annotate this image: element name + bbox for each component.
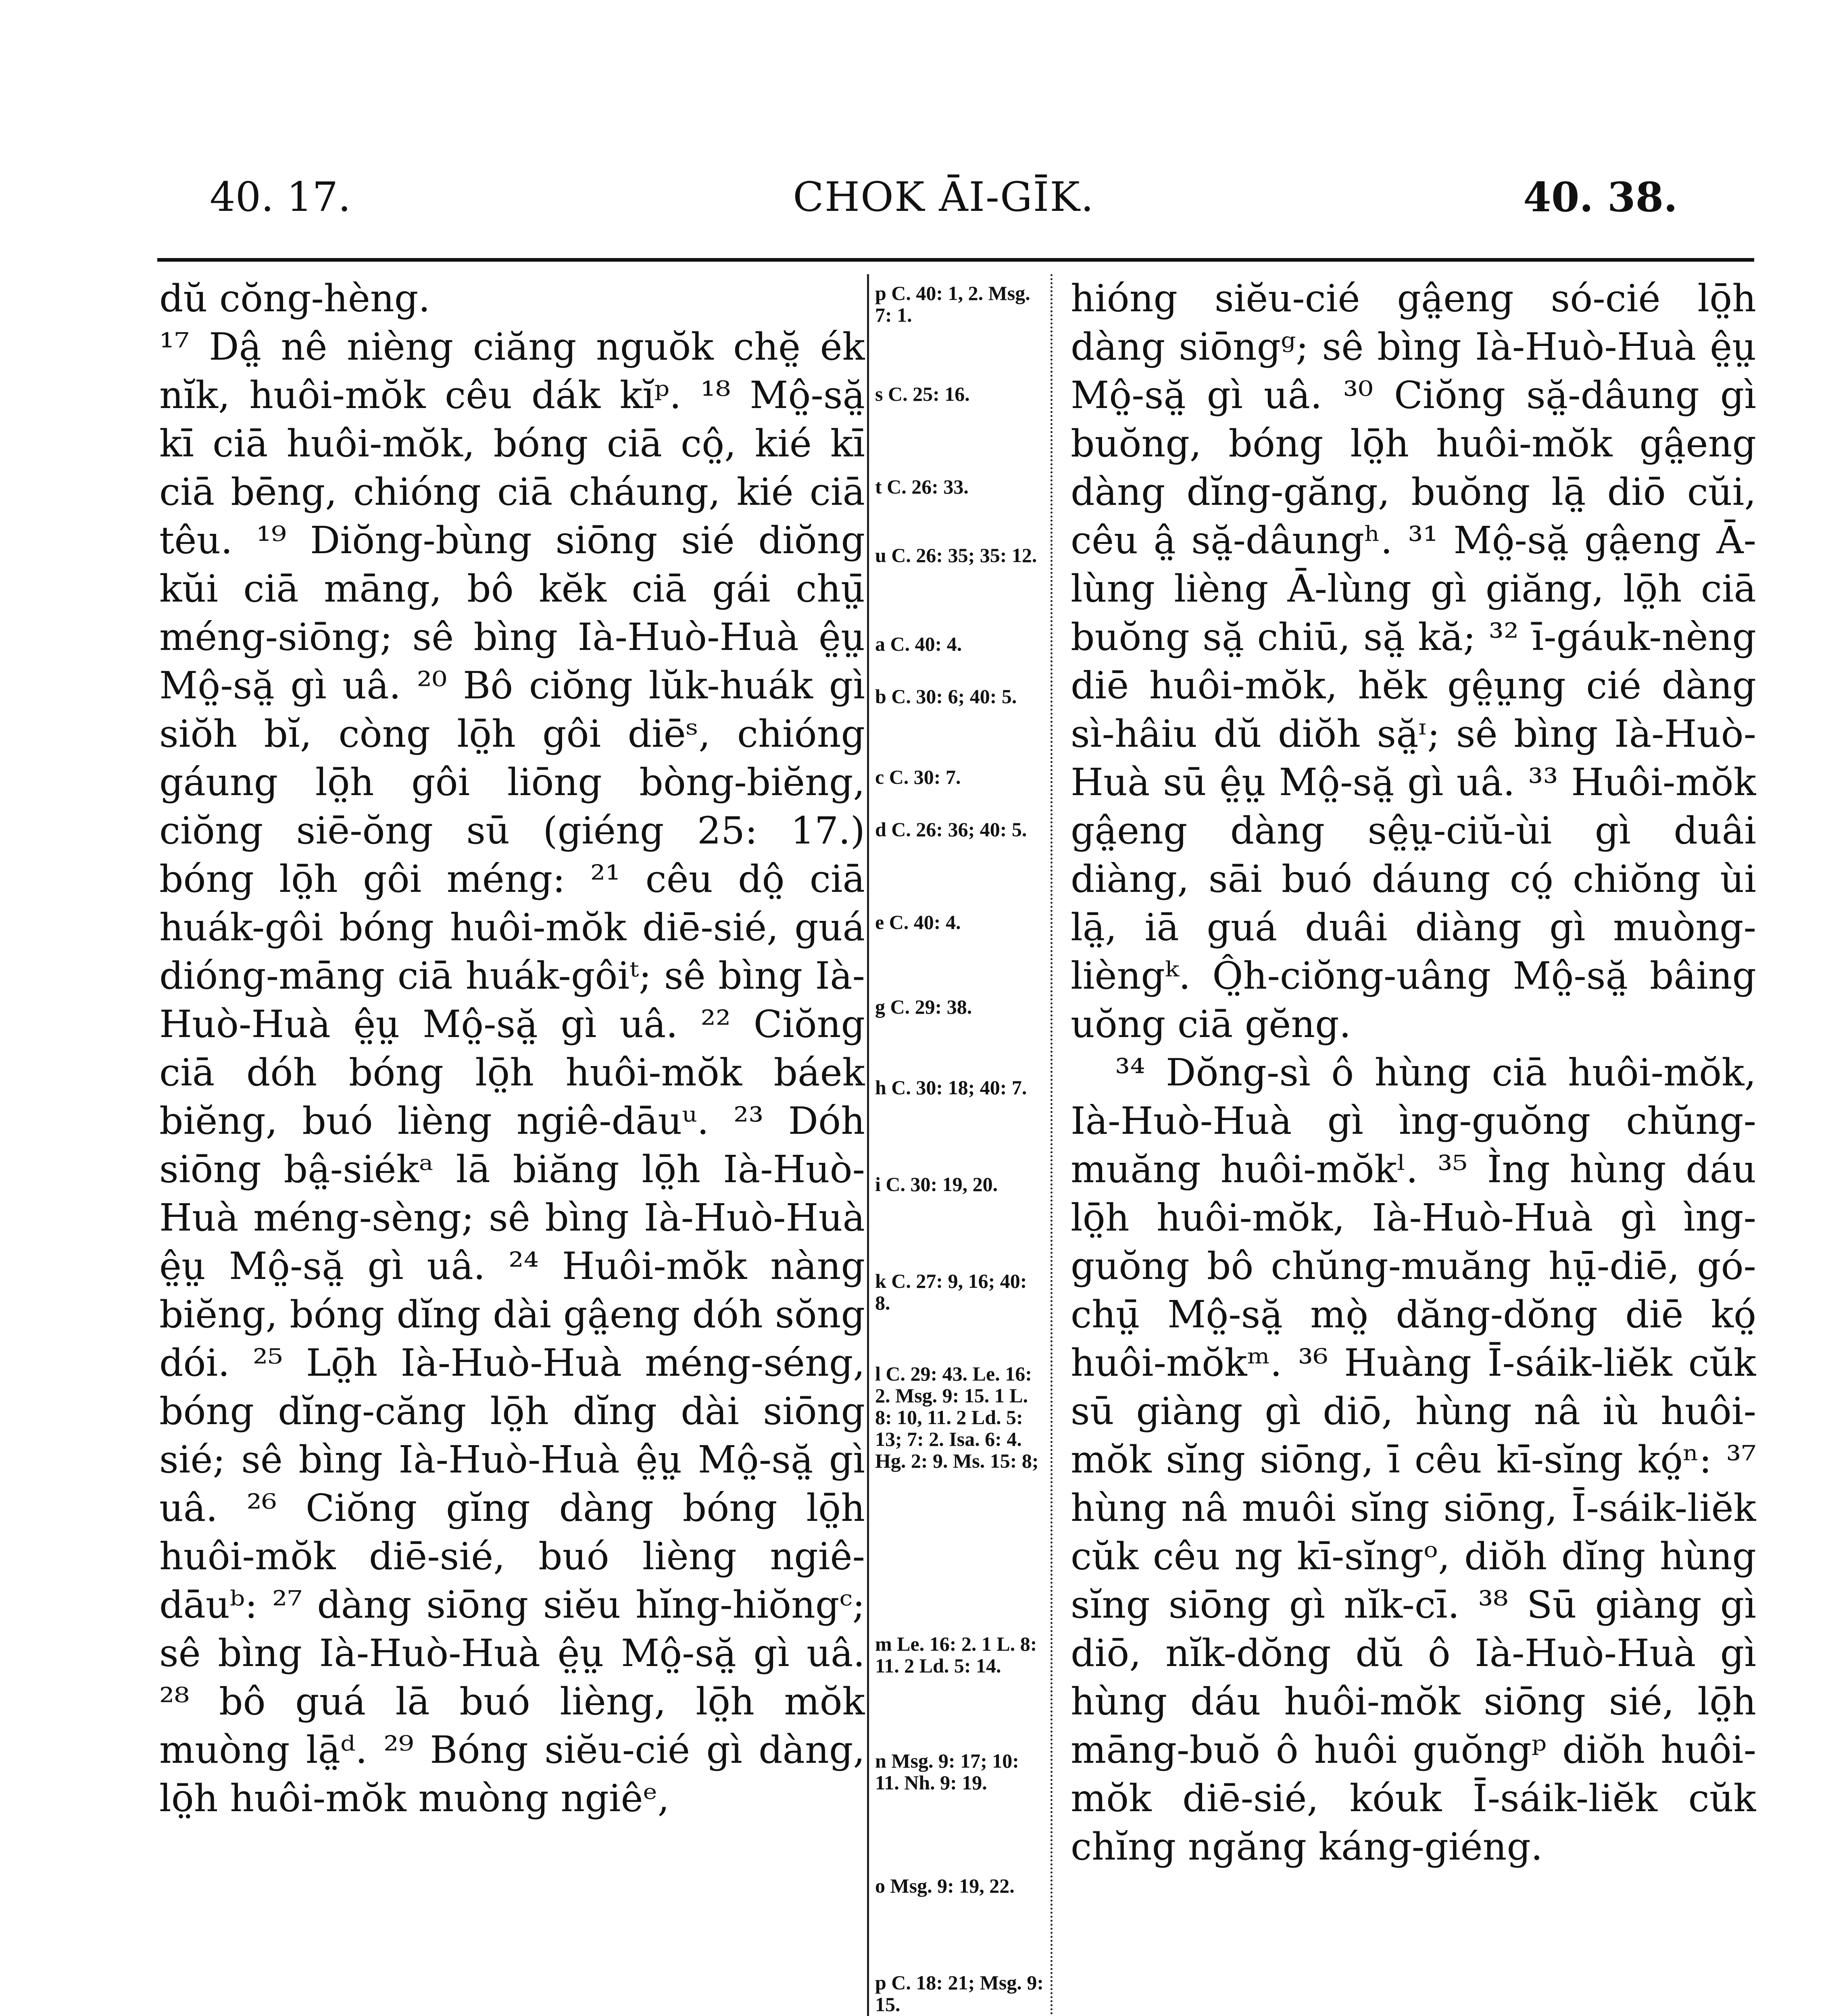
header-rule	[157, 258, 1754, 262]
column-divider-left	[867, 274, 869, 2016]
right-paragraph: ³⁴ Dŏng-sì ô hùng ciā huôi-mŏk, Ià-Huò-Huà gì ìng-guŏng chŭng-muăng huôi-mŏkˡ. ³⁵ Ìng hùng dáu lō̤h huôi-mŏk, Ià-Huò-Huà gì ìng-guŏng bô chŭng-muăng hṳ̄-diē, gó-chṳ̄ Mô̤-să̤ mò̤ dăng-dŏng diē kó̤ huôi-mŏkᵐ. ³⁶ Huàng Ī-sáik-liĕk cŭk sū giàng gì diō, hùng nâ iù huôi-mŏk sĭng siōng, ī cêu kī-sĭng kó̤ⁿ: ³⁷ hùng nâ muôi sĭng siōng, Ī-sáik-liĕk cŭk cêu ng kī-sĭngᵒ, diŏh dĭng hùng sĭng siōng gì nĭk-cī. ³⁸ Sū giàng gì diō, nĭk-dŏng dŭ ô Ià-Huò-Huà gì hùng dáu huôi-mŏk siōng sié, lō̤h māng-buŏ ô huôi guŏngᵖ diŏh huôi-mŏk diē-sié, kóuk Ī-sáik-liĕk cŭk chĭng ngăng káng-giéng.	[1071, 1051, 1756, 1868]
cross-reference: c C. 30: 7.	[875, 766, 961, 788]
header-chapter-verse-end: 40. 38.	[1523, 173, 1678, 221]
right-text-column	[1071, 274, 1756, 2016]
cross-reference: n Msg. 9: 17; 10: 11. Nh. 9: 19.	[875, 1749, 1019, 1794]
cross-reference: e C. 40: 4.	[875, 911, 961, 933]
cross-reference: l C. 29: 43. Le. 16: 2. Msg. 9: 15. 1 L. 8: 10, 11. 2 Ld. 5: 13; 7: 2. Isa. 6: 4. Hg. 2: 9. Ms. 15: 8;	[875, 1362, 1039, 1472]
cross-reference: o Msg. 9: 19, 22.	[875, 1874, 1015, 1897]
cross-reference: t C. 26: 33.	[875, 475, 969, 498]
cross-reference: k C. 27: 9, 16; 40: 8.	[875, 1270, 1027, 1314]
cross-reference: d C. 26: 36; 40: 5.	[875, 818, 1027, 841]
cross-reference: h C. 30: 18; 40: 7.	[875, 1076, 1027, 1099]
cross-reference-column	[875, 282, 1044, 2016]
right-paragraph: hióng siĕu-cié gâ̤eng só-cié lō̤h dàng siōngᵍ; sê bìng Ià-Huò-Huà ê̤ṳ Mô̤-să̤ gì uâ. ³⁰ Ciŏng să̤-dâung gì buŏng, bóng lō̤h huôi-mŏk gâ̤eng dàng dĭng-găng, buŏng lā̤ diō cŭi, cêu â̤ să̤-dâungʰ. ³¹ Mô̤-să̤ gâ̤eng Ā-lùng lièng Ā-lùng gì giăng, lō̤h ciā buŏng să̤ chiū, să̤ kă; ³² ī-gáuk-nèng diē huôi-mŏk, hĕk gê̤ṳng cié dàng sì-hâiu dŭ diŏh să̤ᶦ; sê bìng Ià-Huò-Huà sū ê̤ṳ Mô̤-să̤ gì uâ. ³³ Huôi-mŏk gâ̤eng dàng sê̤ṳ-ciŭ-ùi gì duâi diàng, sāi buó dáung có̤ chiŏng ùi lā̤, iā guá duâi diàng gì muòng-lièngᵏ. Ô̤h-ciŏng-uâng Mô̤-să̤ bâing uŏng ciā gĕng.	[1071, 277, 1756, 1046]
cross-reference: m Le. 16: 2. 1 L. 8: 11. 2 Ld. 5: 14.	[875, 1633, 1037, 1677]
cross-reference: a C. 40: 4.	[875, 633, 962, 655]
cross-reference: p C. 18: 21; Msg. 9: 15.	[875, 1971, 1044, 2016]
header-chapter-verse-start: 40. 17.	[210, 173, 351, 221]
running-header	[210, 173, 1678, 234]
left-paragraph: ¹⁷ Dâ̤ nê nièng ciăng nguŏk chĕ̤ ék nĭk, huôi-mŏk cêu dák kĭᵖ. ¹⁸ Mô̤-să̤ kī ciā huôi-mŏk, bóng ciā cô̤, kié kī ciā bēng, chióng ciā cháung, kié ciā têu. ¹⁹ Diŏng-bùng siōng sié diŏng kŭi ciā māng, bô kĕk ciā gái chṳ̄ méng-siōng; sê bìng Ià-Huò-Huà ê̤ṳ Mô̤-să̤ gì uâ. ²⁰ Bô ciŏng lŭk-huák gì siŏh bĭ, còng lō̤h gôi diēˢ, chióng gáung lō̤h gôi liōng bòng-biĕng, ciŏng siē-ŏng sū (giéng 25: 17.) bóng lō̤h gôi méng: ²¹ cêu dô̤ ciā huák-gôi bóng huôi-mŏk diē-sié, guá dióng-māng ciā huák-gôiᵗ; sê bìng Ià-Huò-Huà ê̤ṳ Mô̤-să̤ gì uâ. ²² Ciŏng ciā dóh bóng lō̤h huôi-mŏk báek biĕng, buó lièng ngiê-dāuᵘ. ²³ Dóh siōng bâ̤-siékᵃ lā biăng lō̤h Ià-Huò-Huà méng-sèng; sê bìng Ià-Huò-Huà ê̤ṳ Mô̤-să̤ gì uâ. ²⁴ Huôi-mŏk nàng biĕng, bóng dĭng dài gâ̤eng dóh sŏng dói. ²⁵ Lō̤h Ià-Huò-Huà méng-séng, bóng dĭng-căng lō̤h dĭng dài siōng sié; sê bìng Ià-Huò-Huà ê̤ṳ Mô̤-să̤ gì uâ. ²⁶ Ciŏng gĭng dàng bóng lō̤h huôi-mŏk diē-sié, buó lièng ngiê-dāuᵇ: ²⁷ dàng siōng siĕu hĭng-hiŏngᶜ; sê bìng Ià-Huò-Huà ê̤ṳ Mô̤-să̤ gì uâ. ²⁸ bô guá lā buó lièng, lō̤h mŏk muòng lā̤ᵈ. ²⁹ Bóng siĕu-cié gì dàng, lō̤h huôi-mŏk muòng ngiêᵉ,	[159, 325, 865, 1820]
cross-reference: i C. 30: 19, 20.	[875, 1173, 998, 1195]
cross-reference: g C. 29: 38.	[875, 996, 972, 1018]
cross-reference: b C. 30: 6; 40: 5.	[875, 685, 1017, 708]
cross-reference: u C. 26: 35; 35: 12.	[875, 544, 1037, 566]
cross-reference: s C. 25: 16.	[875, 383, 970, 405]
left-text-column	[159, 274, 865, 2016]
header-book-title: CHOK ĀI-GĪK.	[793, 173, 1094, 221]
column-divider-right	[1051, 274, 1053, 2016]
left-paragraph: dŭ cŏng-hèng.	[159, 277, 430, 320]
cross-reference: p C. 40: 1, 2. Msg. 7: 1.	[875, 282, 1030, 326]
